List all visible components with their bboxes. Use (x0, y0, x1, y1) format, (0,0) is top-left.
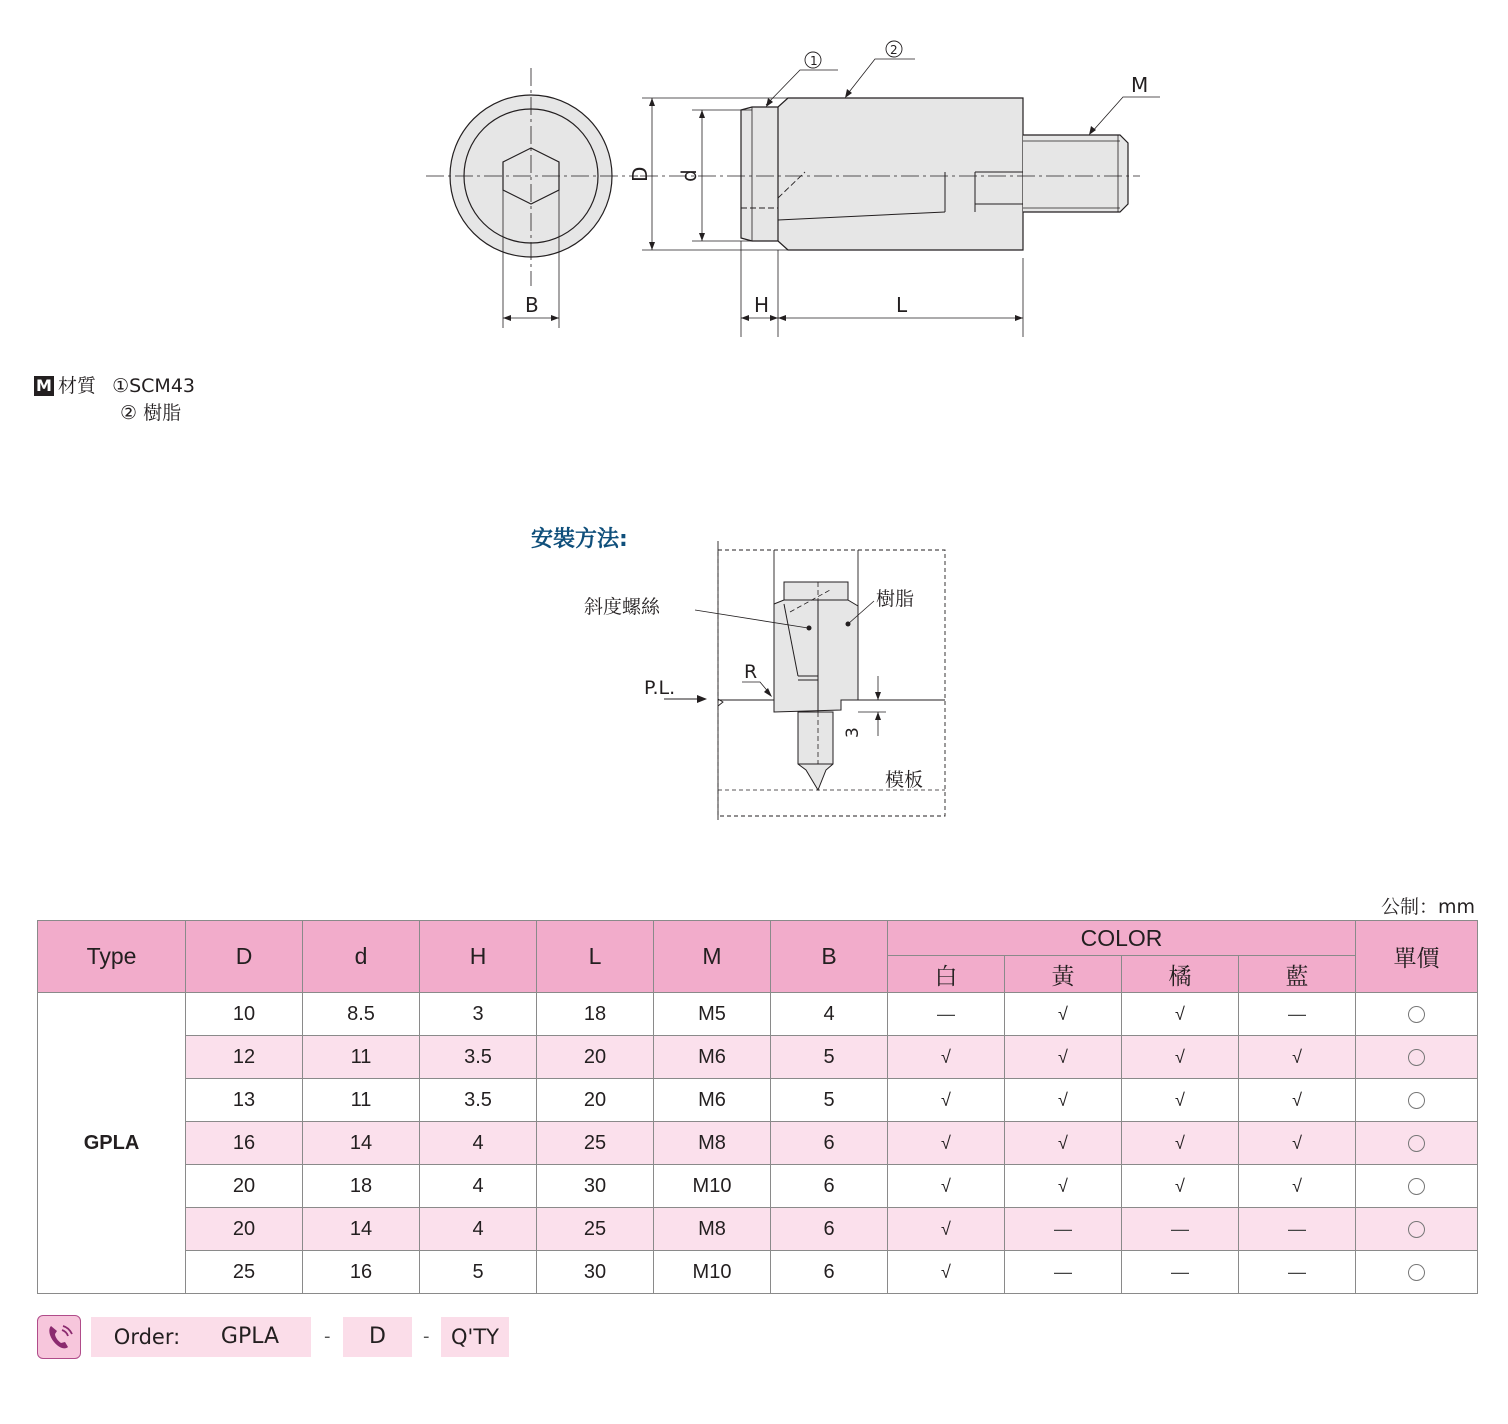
price-circle-icon (1408, 1221, 1425, 1238)
table-row (38, 1165, 1478, 1208)
cell-L: 20 (537, 1036, 654, 1079)
cell-color-orange: — (1122, 1251, 1239, 1294)
cell-color-orange: √ (1122, 1036, 1239, 1079)
cell-H: 4 (420, 1165, 537, 1208)
cell-B: 6 (771, 1251, 888, 1294)
cell-D: 20 (186, 1165, 303, 1208)
price-circle-icon (1408, 1092, 1425, 1109)
table-row (38, 1079, 1478, 1122)
cell-L: 25 (537, 1122, 654, 1165)
cell-H: 3 (420, 993, 537, 1036)
price-circle-icon (1408, 1178, 1425, 1195)
cell-M: M10 (654, 1251, 771, 1294)
cell-color-white: √ (888, 1036, 1005, 1079)
cell-color-yellow: √ (1005, 1165, 1122, 1208)
table-row (38, 1208, 1478, 1251)
cell-B: 6 (771, 1208, 888, 1251)
spec-table (37, 920, 1478, 1294)
svg-text:2: 2 (890, 43, 898, 57)
cell-color-blue: — (1239, 1251, 1356, 1294)
table-row (38, 1036, 1478, 1079)
cell-D: 12 (186, 1036, 303, 1079)
cell-color-yellow: — (1005, 1251, 1122, 1294)
label-H: H (754, 293, 770, 317)
table-row (38, 1251, 1478, 1294)
cell-H: 3.5 (420, 1079, 537, 1122)
cell-color-yellow: √ (1005, 1036, 1122, 1079)
header-D: D (186, 921, 303, 993)
cell-color-white: √ (888, 1079, 1005, 1122)
price-circle-icon (1408, 1135, 1425, 1152)
header-color-yellow: 黃 (1005, 956, 1122, 993)
cell-color-blue: √ (1239, 1122, 1356, 1165)
cell-color-white: √ (888, 1122, 1005, 1165)
cell-D: 10 (186, 993, 303, 1036)
price-circle-icon (1408, 1049, 1425, 1066)
order-separator: - (423, 1326, 430, 1347)
svg-text:1: 1 (810, 54, 818, 68)
cell-color-yellow: √ (1005, 1079, 1122, 1122)
cell-D: 20 (186, 1208, 303, 1251)
order-separator: - (324, 1326, 331, 1347)
label-resin: 樹脂 (876, 588, 915, 610)
cell-H: 4 (420, 1208, 537, 1251)
header-color-white: 白 (888, 956, 1005, 993)
header-color-blue: 藍 (1239, 956, 1356, 993)
cell-M: M8 (654, 1208, 771, 1251)
cell-B: 6 (771, 1165, 888, 1208)
order-part-d: D (343, 1317, 412, 1357)
unit-label: 公制：mm (1380, 896, 1475, 918)
cell-L: 30 (537, 1251, 654, 1294)
cell-B: 4 (771, 993, 888, 1036)
cell-color-blue: √ (1239, 1165, 1356, 1208)
cell-L: 20 (537, 1079, 654, 1122)
header-H: H (420, 921, 537, 993)
cell-M: M5 (654, 993, 771, 1036)
label-3: 3 (843, 727, 863, 738)
label-thread: 斜度螺絲 (584, 596, 661, 618)
header-B: B (771, 921, 888, 993)
label-d: d (677, 169, 701, 182)
cell-price (1356, 1036, 1478, 1079)
cell-price (1356, 1165, 1478, 1208)
cell-D: 25 (186, 1251, 303, 1294)
cell-d: 11 (303, 1079, 420, 1122)
side-view-body (741, 98, 1023, 250)
material-section (34, 373, 195, 427)
table-row (38, 993, 1478, 1036)
cell-B: 5 (771, 1079, 888, 1122)
threaded-shaft (1023, 135, 1128, 212)
product-drawing (0, 0, 1508, 350)
cell-color-blue: — (1239, 1208, 1356, 1251)
cell-price (1356, 1079, 1478, 1122)
label-pl: P.L. (644, 677, 676, 699)
cell-d: 8.5 (303, 993, 420, 1036)
cell-H: 3.5 (420, 1036, 537, 1079)
cell-color-white: √ (888, 1208, 1005, 1251)
cell-M: M6 (654, 1079, 771, 1122)
cell-color-orange: √ (1122, 1122, 1239, 1165)
header-type: Type (38, 921, 186, 993)
cell-color-blue: — (1239, 993, 1356, 1036)
order-part-type: GPLA (189, 1317, 311, 1357)
cell-d: 18 (303, 1165, 420, 1208)
price-circle-icon (1408, 1264, 1425, 1281)
cell-color-orange: √ (1122, 1079, 1239, 1122)
header-d: d (303, 921, 420, 993)
install-title: 安裝方法: (531, 527, 628, 552)
cell-H: 5 (420, 1251, 537, 1294)
material-line-1: ①SCM43 (112, 375, 195, 397)
cell-D: 13 (186, 1079, 303, 1122)
type-cell: GPLA (38, 993, 186, 1294)
table-row (38, 1122, 1478, 1165)
cell-color-yellow: — (1005, 1208, 1122, 1251)
cell-B: 5 (771, 1036, 888, 1079)
label-M: M (1131, 73, 1149, 97)
cell-M: M6 (654, 1036, 771, 1079)
order-bar (37, 1315, 537, 1359)
cell-color-yellow: √ (1005, 993, 1122, 1036)
label-B: B (525, 293, 539, 317)
header-price: 單價 (1356, 921, 1478, 993)
cell-B: 6 (771, 1122, 888, 1165)
cell-H: 4 (420, 1122, 537, 1165)
phone-icon (37, 1315, 81, 1359)
cell-d: 16 (303, 1251, 420, 1294)
cell-L: 30 (537, 1165, 654, 1208)
cell-color-blue: √ (1239, 1036, 1356, 1079)
cell-M: M10 (654, 1165, 771, 1208)
cell-color-orange: √ (1122, 1165, 1239, 1208)
label-D: D (628, 166, 652, 182)
cell-color-orange: — (1122, 1208, 1239, 1251)
cell-price (1356, 1122, 1478, 1165)
price-circle-icon (1408, 1006, 1425, 1023)
label-r: R (744, 661, 758, 683)
material-badge: M (34, 376, 54, 396)
cell-D: 16 (186, 1122, 303, 1165)
cell-L: 25 (537, 1208, 654, 1251)
header-color-orange: 橘 (1122, 956, 1239, 993)
order-part-qty: Q'TY (441, 1317, 509, 1357)
header-M: M (654, 921, 771, 993)
label-plate: 模板 (885, 769, 924, 791)
cell-color-yellow: √ (1005, 1122, 1122, 1165)
cell-M: M8 (654, 1122, 771, 1165)
cell-color-white: √ (888, 1165, 1005, 1208)
cell-color-white: √ (888, 1251, 1005, 1294)
order-label: Order: (91, 1317, 203, 1357)
install-drawing (560, 535, 980, 830)
cell-L: 18 (537, 993, 654, 1036)
material-title: 材質 (58, 375, 97, 397)
cell-color-orange: √ (1122, 993, 1239, 1036)
label-L: L (896, 293, 908, 317)
cell-d: 14 (303, 1208, 420, 1251)
cell-d: 14 (303, 1122, 420, 1165)
material-line-2: ② 樹脂 (120, 402, 182, 424)
cell-price (1356, 1251, 1478, 1294)
header-L: L (537, 921, 654, 993)
cell-price (1356, 1208, 1478, 1251)
cell-color-white: — (888, 993, 1005, 1036)
header-color: COLOR (888, 921, 1356, 956)
install-part (774, 582, 858, 712)
cell-price (1356, 993, 1478, 1036)
cell-d: 11 (303, 1036, 420, 1079)
cell-color-blue: √ (1239, 1079, 1356, 1122)
